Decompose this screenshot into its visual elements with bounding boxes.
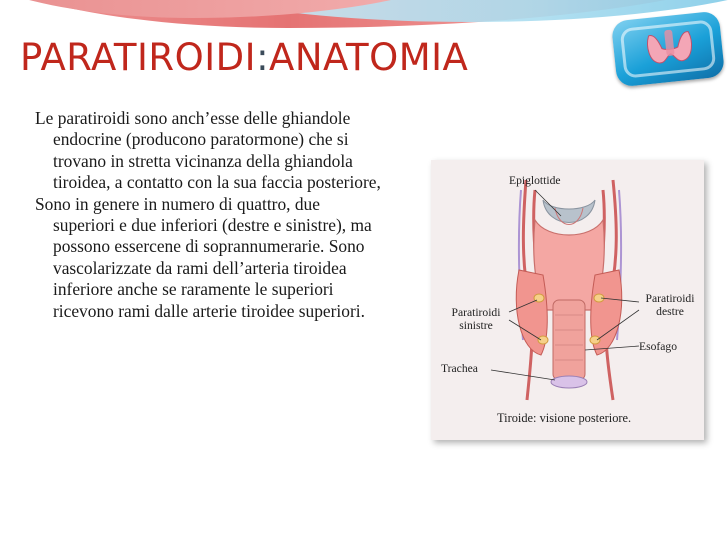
slide-title bbox=[20, 36, 468, 79]
label-paratiroidi-sinistre bbox=[443, 306, 509, 332]
title-part-1: PARATIROIDI bbox=[20, 36, 257, 79]
label-esofago: Esofago bbox=[639, 340, 677, 353]
title-colon: : bbox=[256, 36, 270, 79]
thyroid-logo-icon bbox=[611, 11, 725, 88]
label-paratiroidi-destre-line2: destre bbox=[656, 305, 684, 318]
label-paratiroidi-destre-line1: Paratiroidi bbox=[645, 292, 695, 305]
anatomy-illustration bbox=[431, 160, 704, 440]
slide-body-text bbox=[35, 108, 385, 322]
figure-caption: Tiroide: visione posteriore. bbox=[497, 411, 632, 425]
label-paratiroidi-sinistre-line1: Paratiroidi bbox=[451, 306, 501, 319]
paragraph-1: Le paratiroidi sono anch’esse delle ghiandole endocrine (producono paratormone) che si trovano in stretta vicinanza della ghiandola tiroidea, a contatto con la sua faccia posteriore, bbox=[35, 108, 381, 193]
paragraph-2: Sono in genere in numero di quattro, due superiori e due inferiori (destre e sinistre), ma possono essercene di soprannumerarie. Sono vascolarizzate da rami dell’arteria tiroidea inferiore anche se raramente le superiori ricevono rami dalle arterie tiroidee superiori. bbox=[35, 193, 372, 321]
title-part-2: ANATOMIA bbox=[269, 36, 469, 79]
label-epiglottide: Epiglottide bbox=[509, 174, 561, 187]
label-paratiroidi-destre bbox=[637, 292, 703, 318]
label-paratiroidi-sinistre-line2: sinistre bbox=[459, 319, 493, 332]
logo-thyroid-shape bbox=[642, 27, 697, 68]
label-trachea: Trachea bbox=[441, 362, 478, 375]
